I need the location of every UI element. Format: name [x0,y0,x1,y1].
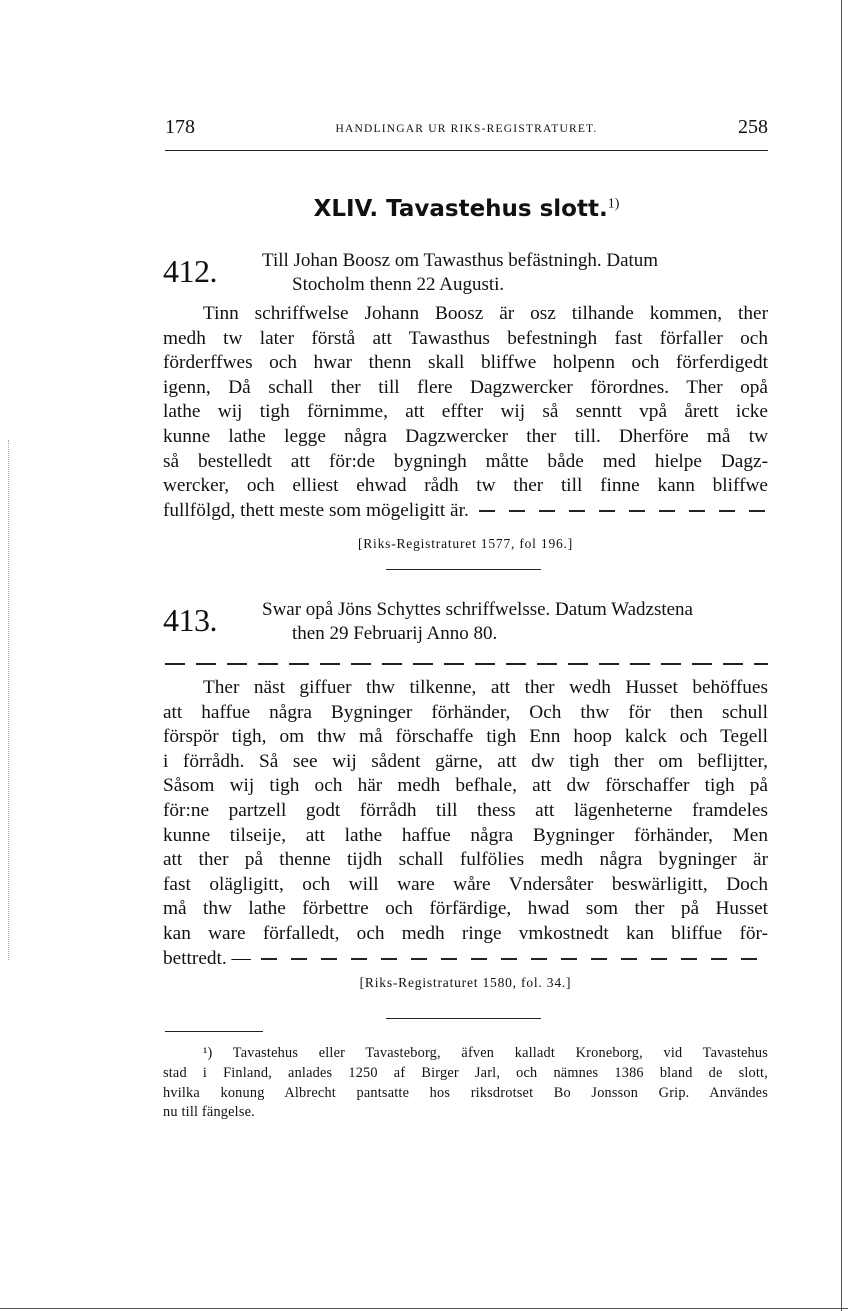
dash-row [165,663,768,665]
footnote-line: ¹) Tavastehus eller Tavasteborg, äfven kalladt Kroneborg, vid Tavastehus [203,1045,768,1061]
running-header [165,116,768,140]
entry-heading-line: then 29 Februarij Anno 80. [292,623,498,644]
section-title-text: XLIV. Tavastehus slott. [313,196,608,222]
section-title [165,196,768,222]
footnote-rule [165,1031,263,1032]
text-line: wercker, och elliest ehwad rådh tw ther till finne kann bliffwe [163,475,768,497]
page-number-left: 178 [165,116,195,138]
text-line: så bestelledt att för:de bygningh måtte både med hielpe Dagz- [163,450,768,472]
entry-heading-413 [262,598,768,646]
text-line-last [163,499,768,524]
text-line: igenn, Då schall ther till flere Dagzwercker förordnes. Ther opå [163,376,768,398]
text-line: kunne tilseije, att lathe haffue några Bygninger förhänder, Men [163,824,768,846]
text-line-end: fullfölgd, thett meste som mögeligitt är. [163,499,469,521]
text-line: kan ware förfalledt, och medh ringe vmkostnedt kan bliffue för- [163,922,768,944]
page-edge-left [8,440,9,960]
text-line: fast olägligitt, och will ware wåre Vndersåter beswärligitt, Doch [163,873,768,895]
text-line: lathe wij tigh förnimme, att effter wij så senntt vpå årett icke [163,401,768,423]
entry-heading-line: Swar opå Jöns Schyttes schriffwelsse. Datum Wadzstena [262,599,693,620]
text-line: Tinn schriffwelse Johann Boosz är osz tilhande kommen, ther [203,303,768,324]
entry-body-413 [163,676,768,971]
text-line: Ther näst giffuer thw tilkenne, att ther wedh Husset behöffues [203,677,768,698]
text-line: förspör tigh, om thw må förschaffe tigh Enn hoop kalck och Tegell [163,726,768,748]
text-line: för:ne partzell godt förrådh till thess att lägenheterne framdeles [163,799,768,821]
entry-number-413: 413. [163,602,217,638]
footnote-reference: 1) [607,196,620,212]
text-line: Såsom wij tigh och här medh befhale, att dw förschaffer tigh på [163,775,768,797]
text-line: att haffue några Bygninger förhänder, Och thw för then schull [163,701,768,723]
page-edge-bottom [0,1308,848,1309]
footnote-line: hvilka konung Albrecht pantsatte hos riksdrotset Bo Jonsson Grip. Användes [163,1084,768,1101]
dash-filler [479,510,768,512]
text-line: förderffwes och hwar thenn skall bliffwe holpenn och förferdigedt [163,352,768,374]
source-citation-412: [Riks-Registraturet 1577, fol 196.] [357,536,574,551]
footnote [163,1044,768,1123]
separator-rule [386,569,541,570]
text-line: att ther på thenne tijdh schall fulfölies medh några bygninger är [163,849,768,871]
text-line: medh tw later förstå att Tawasthus befestningh fast förfaller och [163,327,768,349]
text-line: i förrådh. Så see wij sådent gärne, att dw tigh ther om beflijtter, [163,750,768,772]
footnote-line: nu till fängelse. [163,1104,255,1121]
text-line-last [163,947,768,972]
header-rule [165,150,768,151]
entry-heading-line: Stocholm thenn 22 Augusti. [292,274,505,295]
entry-number-412: 412. [163,253,217,289]
running-title: HANDLINGAR UR RIKS-REGISTRATURET. [335,123,598,135]
page-edge-right [841,0,842,1311]
footnote-line: stad i Finland, anlades 1250 af Birger Jarl, och nämnes 1386 bland de slott, [163,1064,768,1081]
source-citation-413: [Riks-Registraturet 1580, fol. 34.] [359,975,572,990]
dash-filler [261,958,768,960]
entry-heading-line: Till Johan Boosz om Tawasthus befästningh. Datum [262,250,659,271]
page-number-right: 258 [738,116,768,138]
entry-body-412 [163,302,768,523]
separator-rule [386,1018,541,1019]
text-line-end: bettredt. — [163,947,251,969]
text-line: kunne lathe legge några Dagzwercker ther till. Dherföre må tw [163,425,768,447]
entry-heading-412 [262,249,768,297]
text-line: må thw lathe förbettre och förfärdige, hwad som ther på Husset [163,898,768,920]
